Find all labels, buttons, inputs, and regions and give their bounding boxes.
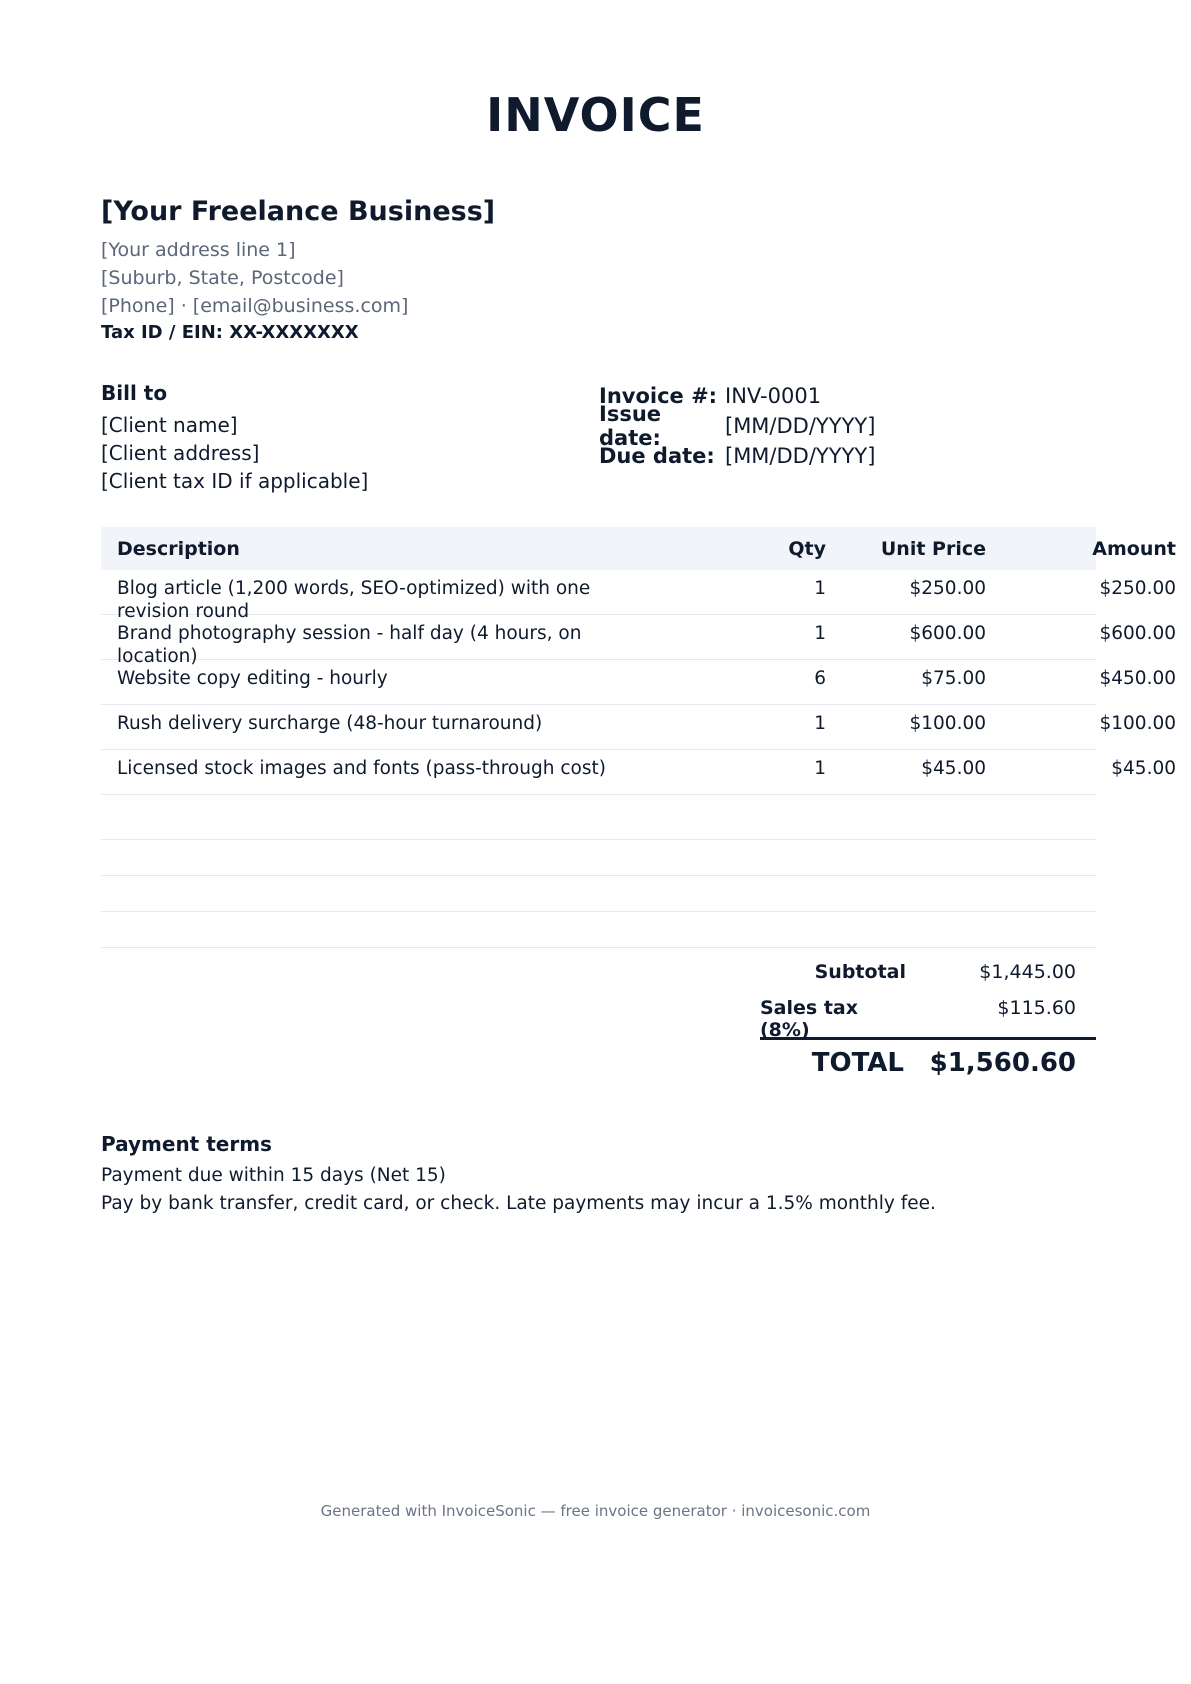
row-amount: $250.00 xyxy=(1099,578,1176,599)
due-date-row xyxy=(599,441,875,471)
due-date-value: [MM/DD/YYYY] xyxy=(725,444,876,468)
row-qty: 6 xyxy=(814,668,826,689)
business-address-block xyxy=(101,236,408,320)
row-unit-price: $45.00 xyxy=(921,758,986,779)
table-row xyxy=(101,615,1176,667)
business-tax-id: Tax ID / EIN: XX-XXXXXXX xyxy=(101,322,359,343)
row-qty: 1 xyxy=(814,713,826,734)
invoice-meta xyxy=(599,381,875,471)
header-amount: Amount xyxy=(1092,537,1176,560)
business-name: [Your Freelance Business] xyxy=(101,196,496,227)
header-unit-price: Unit Price xyxy=(880,537,986,560)
row-qty: 1 xyxy=(814,623,826,644)
row-amount: $100.00 xyxy=(1099,713,1176,734)
client-name: [Client name] xyxy=(101,413,238,437)
row-amount: $45.00 xyxy=(1111,758,1176,779)
subtotal-row xyxy=(760,961,1096,997)
due-date-label: Due date: xyxy=(599,444,715,468)
issue-date-value: [MM/DD/YYYY] xyxy=(725,414,876,438)
subtotal-label: Subtotal xyxy=(814,961,906,983)
header-description: Description xyxy=(117,537,240,560)
row-amount: $600.00 xyxy=(1099,623,1176,644)
bill-to-section xyxy=(101,381,368,495)
total-value: $1,560.60 xyxy=(929,1048,1076,1078)
row-qty: 1 xyxy=(814,758,826,779)
payment-terms-section xyxy=(101,1132,936,1218)
row-unit-price: $75.00 xyxy=(921,668,986,689)
tax-value: $115.60 xyxy=(997,997,1076,1019)
totals-block xyxy=(760,961,1096,1090)
business-contact: [Phone] · [email@business.com] xyxy=(101,295,409,317)
table-row xyxy=(101,660,1176,705)
empty-table-row xyxy=(101,912,1096,948)
table-header xyxy=(101,527,1176,570)
row-amount: $450.00 xyxy=(1099,668,1176,689)
empty-table-row xyxy=(101,876,1096,912)
table-row xyxy=(101,570,1176,622)
invoice-title: INVOICE xyxy=(486,88,705,142)
total-row xyxy=(760,1040,1096,1090)
row-unit-price: $250.00 xyxy=(909,578,986,599)
issue-date-label: Issue date: xyxy=(599,402,662,450)
empty-table-row xyxy=(101,795,1096,840)
line-items-table xyxy=(101,527,1176,948)
row-qty: 1 xyxy=(814,578,826,599)
client-address: [Client address] xyxy=(101,441,260,465)
payment-terms-label: Payment terms xyxy=(101,1132,272,1156)
empty-table-row xyxy=(101,840,1096,876)
client-tax-id: [Client tax ID if applicable] xyxy=(101,469,369,493)
row-unit-price: $100.00 xyxy=(909,713,986,734)
row-description: Blog article (1,200 words, SEO-optimized) with one revision round xyxy=(117,578,591,622)
row-description: Licensed stock images and fonts (pass-through cost) xyxy=(117,758,606,779)
table-row xyxy=(101,705,1176,750)
payment-terms-line1: Payment due within 15 days (Net 15) xyxy=(101,1165,446,1186)
bill-to-label: Bill to xyxy=(101,381,168,405)
footer-credit: Generated with InvoiceSonic — free invoice generator · invoicesonic.com xyxy=(320,1502,871,1520)
subtotal-value: $1,445.00 xyxy=(979,961,1076,983)
business-address-line2: [Suburb, State, Postcode] xyxy=(101,267,344,289)
payment-terms-line2: Pay by bank transfer, credit card, or check. Late payments may incur a 1.5% monthly fee. xyxy=(101,1193,936,1214)
table-row xyxy=(101,750,1176,795)
tax-label: Sales tax (8%) xyxy=(760,997,858,1041)
invoice-number-label: Invoice #: xyxy=(599,384,718,408)
business-address-line1: [Your address line 1] xyxy=(101,239,296,261)
invoice-number-value: INV-0001 xyxy=(725,384,822,408)
issue-date-row xyxy=(599,402,876,450)
row-description: Website copy editing - hourly xyxy=(117,668,388,689)
row-description: Rush delivery surcharge (48-hour turnaround) xyxy=(117,713,543,734)
header-qty: Qty xyxy=(788,537,826,560)
total-label: TOTAL xyxy=(811,1048,904,1078)
tax-row xyxy=(760,997,1096,1041)
row-unit-price: $600.00 xyxy=(909,623,986,644)
row-description: Brand photography session - half day (4 hours, on location) xyxy=(117,623,582,667)
